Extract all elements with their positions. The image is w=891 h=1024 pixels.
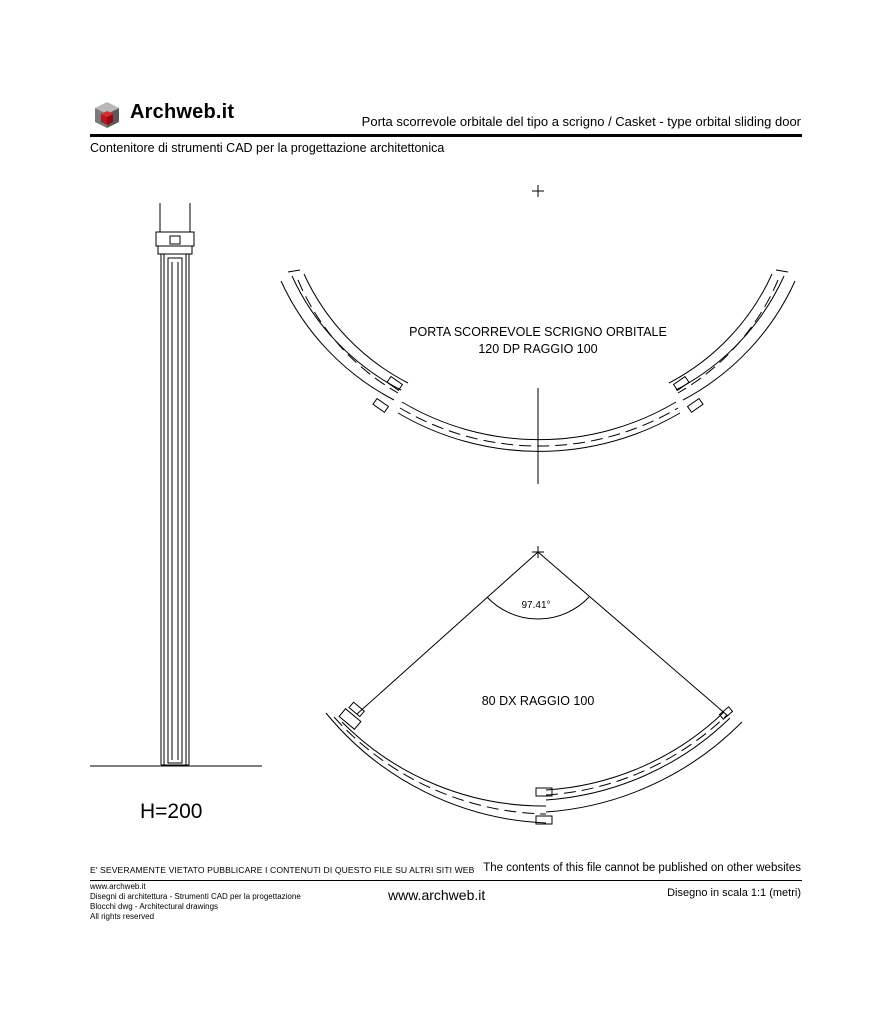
drawing-title: Porta scorrevole orbitale del tipo a scrigno / Casket - type orbital sliding door xyxy=(361,114,801,129)
top-plan-label-line1: PORTA SCORREVOLE SCRIGNO ORBITALE xyxy=(409,325,667,339)
warning-english: The contents of this file cannot be published on other websites xyxy=(483,862,801,874)
door-section-elevation xyxy=(90,203,262,766)
brand-name: Archweb.it xyxy=(130,101,235,123)
footer-rule xyxy=(90,880,802,881)
section-height-label: H=200 xyxy=(140,800,203,823)
subtitle: Contenitore di strumenti CAD per la progettazione architettonica xyxy=(90,141,445,155)
footer-line: All rights reserved xyxy=(90,912,155,921)
footer-line: Blocchi dwg - Architectural drawings xyxy=(90,902,219,911)
bottom-plan-label: 80 DX RAGGIO 100 xyxy=(481,694,595,708)
footer-line: Disegni di architettura - Strumenti CAD per la progettazione xyxy=(90,892,301,901)
footer-line: www.archweb.it xyxy=(90,882,146,891)
top-plan-label-line2: 120 DP RAGGIO 100 xyxy=(478,342,598,356)
bottom-plan-view xyxy=(326,546,742,824)
angle-dimension: 97.41° xyxy=(521,600,551,611)
scale-note: Disegno in scala 1:1 (metri) xyxy=(667,887,801,899)
footer-url[interactable]: www.archweb.it xyxy=(388,887,486,903)
warning-italian: E' SEVERAMENTE VIETATO PUBBLICARE I CONTENUTI DI QUESTO FILE SU ALTRI SITI WEB xyxy=(90,865,475,875)
